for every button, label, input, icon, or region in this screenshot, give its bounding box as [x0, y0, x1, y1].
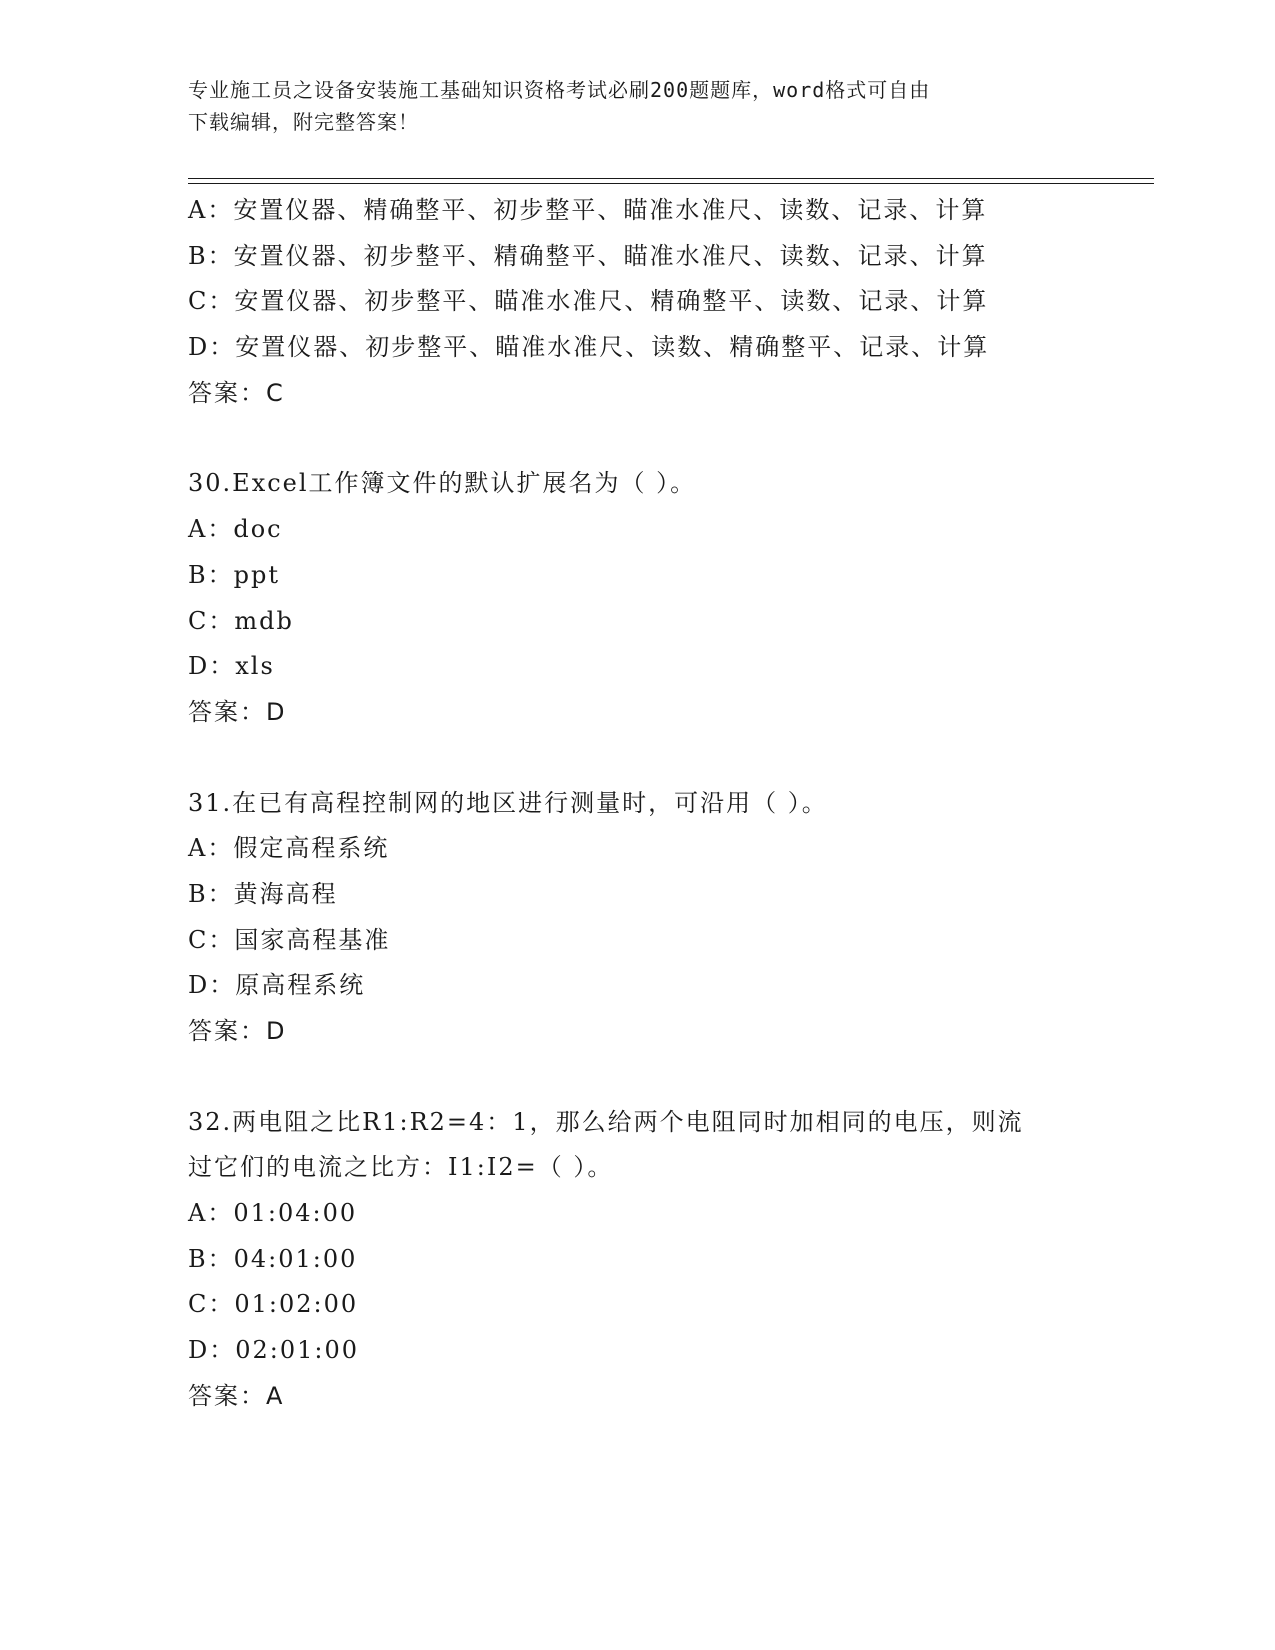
question-text: 30.Excel工作簿文件的默认扩展名为（ ）。 — [188, 469, 697, 498]
option-d: D：02:01:00 — [188, 1336, 360, 1365]
question-text-line-2: 过它们的电流之比方：I1:I2=（ ）。 — [188, 1153, 614, 1182]
question-32 — [188, 1100, 1088, 1420]
answer-line: 答案：D — [188, 1017, 287, 1045]
question-text-line-1: 32.两电阻之比R1:R2=4：1，那么给两个电阻同时加相同的电压，则流 — [188, 1107, 1024, 1136]
option-a: A：假定高程系统 — [188, 834, 390, 863]
answer-line: 答案：A — [188, 1381, 285, 1410]
option-c: C：安置仪器、初步整平、瞄准水准尺、精确整平、读数、记录、计算 — [188, 287, 989, 316]
question-list — [188, 188, 1088, 1420]
question-29 — [188, 188, 1088, 416]
spacer — [188, 736, 1088, 781]
header-divider-bottom — [188, 183, 1154, 184]
option-b: B：安置仪器、初步整平、精确整平、瞄准水准尺、读数、记录、计算 — [188, 241, 988, 270]
spacer — [188, 416, 1088, 461]
option-d: D：原高程系统 — [188, 971, 366, 1000]
option-a: A：doc — [188, 515, 283, 544]
option-b: B：ppt — [188, 560, 281, 589]
header-divider-top — [188, 178, 1154, 179]
option-c: C：国家高程基准 — [188, 925, 391, 954]
option-c: C：01:02:00 — [188, 1290, 359, 1319]
option-c: C：mdb — [188, 606, 294, 635]
page-header — [188, 74, 1088, 138]
answer-line: 答案：C — [188, 378, 285, 407]
question-text: 31.在已有高程控制网的地区进行测量时，可沿用（ ）。 — [188, 788, 828, 817]
option-a: A：安置仪器、精确整平、初步整平、瞄准水准尺、读数、记录、计算 — [188, 196, 988, 224]
header-line-1: 专业施工员之设备安装施工基础知识资格考试必刷200题题库，word格式可自由 — [188, 78, 931, 102]
answer-line: 答案：D — [188, 697, 287, 726]
question-31 — [188, 781, 1088, 1055]
header-line-2: 下载编辑，附完整答案！ — [188, 110, 419, 134]
option-b: B：04:01:00 — [188, 1244, 358, 1273]
option-b: B：黄海高程 — [188, 879, 338, 908]
spacer — [188, 1055, 1088, 1100]
option-a: A：01:04:00 — [188, 1199, 358, 1228]
option-d: D：安置仪器、初步整平、瞄准水准尺、读数、精确整平、记录、计算 — [188, 333, 990, 362]
option-d: D：xls — [188, 652, 275, 681]
question-30 — [188, 461, 1088, 735]
